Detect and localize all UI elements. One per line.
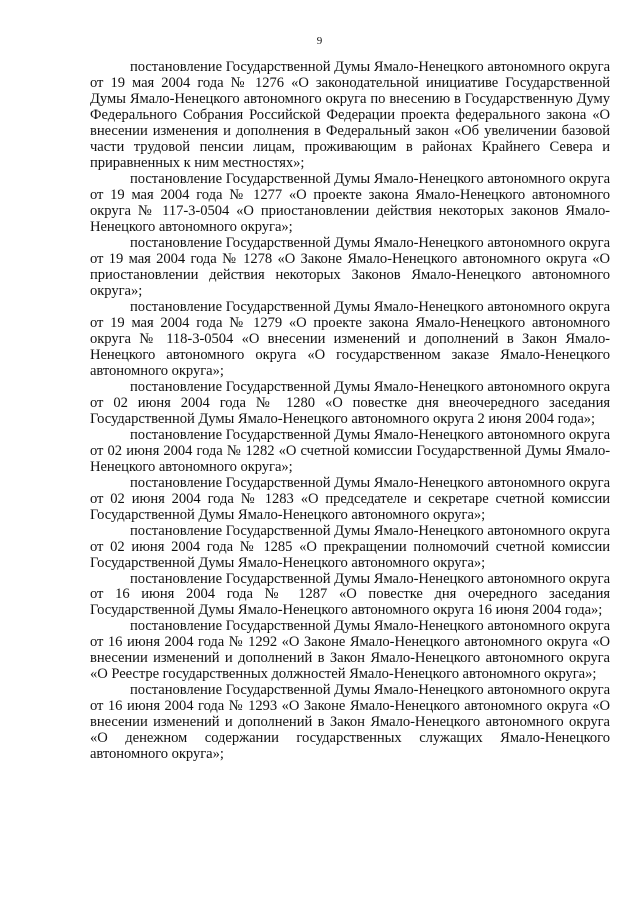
paragraph-resolution-1280: постановление Государственной Думы Ямало-Ненецкого автономного округа от 02 июня 2004 года № 1280 «О повестке дня внеочередного заседания Государственной Думы Ямало-Ненецкого автономного округа 2 июня 2004 года»; (90, 378, 610, 427)
paragraph-resolution-1283: постановление Государственной Думы Ямало-Ненецкого автономного округа от 02 июня 2004 года № 1283 «О председателе и секретаре счетной комиссии Государственной Думы Ямало-Ненецкого автономного округа»; (90, 474, 610, 523)
paragraph-resolution-1276: постановление Государственной Думы Ямало-Ненецкого автономного округа от 19 мая 2004 года № 1276 «О законодательной инициативе Государственной Думы Ямало-Ненецкого автономного округа по внесению в Государственную Думу Федерального Собрания Российской Федерации проекта федерального закона «О внесении изменения и дополнения в Федеральный закон «Об увеличении базовой части трудовой пенсии лицам, проживающим в районах Крайнего Севера и приравненных к ним местностях»; (90, 59, 610, 171)
paragraph-resolution-1278: постановление Государственной Думы Ямало-Ненецкого автономного округа от 19 мая 2004 года № 1278 «О Законе Ямало-Ненецкого автономного округа «О приостановлении действия некоторых Законов Ямало-Ненецкого автономного округа»; (90, 234, 610, 299)
paragraph-resolution-1277: постановление Государственной Думы Ямало-Ненецкого автономного округа от 19 мая 2004 года № 1277 «О проекте закона Ямало-Ненецкого автономного округа № 117-3-0504 «О приостановлении действия некоторых законов Ямало-Ненецкого автономного округа»; (90, 170, 610, 235)
paragraph-resolution-1292: постановление Государственной Думы Ямало-Ненецкого автономного округа от 16 июня 2004 года № 1292 «О Законе Ямало-Ненецкого автономного округа «О внесении изменений и дополнений в Закон Ямало-Ненецкого автономного округа «О Реестре государственных должностей Ямало-Ненецкого автономного округа»; (90, 618, 610, 683)
paragraph-resolution-1279: постановление Государственной Думы Ямало-Ненецкого автономного округа от 19 мая 2004 года № 1279 «О проекте закона Ямало-Ненецкого автономного округа № 118-3-0504 «О внесении изменений и дополнений в Закон Ямало-Ненецкого автономного округа «О государственном заказе Ямало-Ненецкого автономного округа»; (90, 298, 610, 379)
paragraph-resolution-1287: постановление Государственной Думы Ямало-Ненецкого автономного округа от 16 июня 2004 года № 1287 «О повестке дня очередного заседания Государственной Думы Ямало-Ненецкого автономного округа 16 июня 2004 года»; (90, 570, 610, 619)
paragraph-resolution-1282: постановление Государственной Думы Ямало-Ненецкого автономного округа от 02 июня 2004 года № 1282 «О счетной комиссии Государственной Думы Ямало-Ненецкого автономного округа»; (90, 426, 610, 475)
page-number: 9 (316, 35, 323, 47)
paragraph-resolution-1293: постановление Государственной Думы Ямало-Ненецкого автономного округа от 16 июня 2004 года № 1293 «О Законе Ямало-Ненецкого автономного округа «О внесении изменений и дополнений в Закон Ямало-Ненецкого автономного округа «О денежном содержании государственных служащих Ямало-Ненецкого автономного округа»; (90, 682, 610, 763)
document-body (90, 59, 610, 762)
paragraph-resolution-1285: постановление Государственной Думы Ямало-Ненецкого автономного округа от 02 июня 2004 года № 1285 «О прекращении полномочий счетной комиссии Государственной Думы Ямало-Ненецкого автономного округа»; (90, 522, 610, 571)
